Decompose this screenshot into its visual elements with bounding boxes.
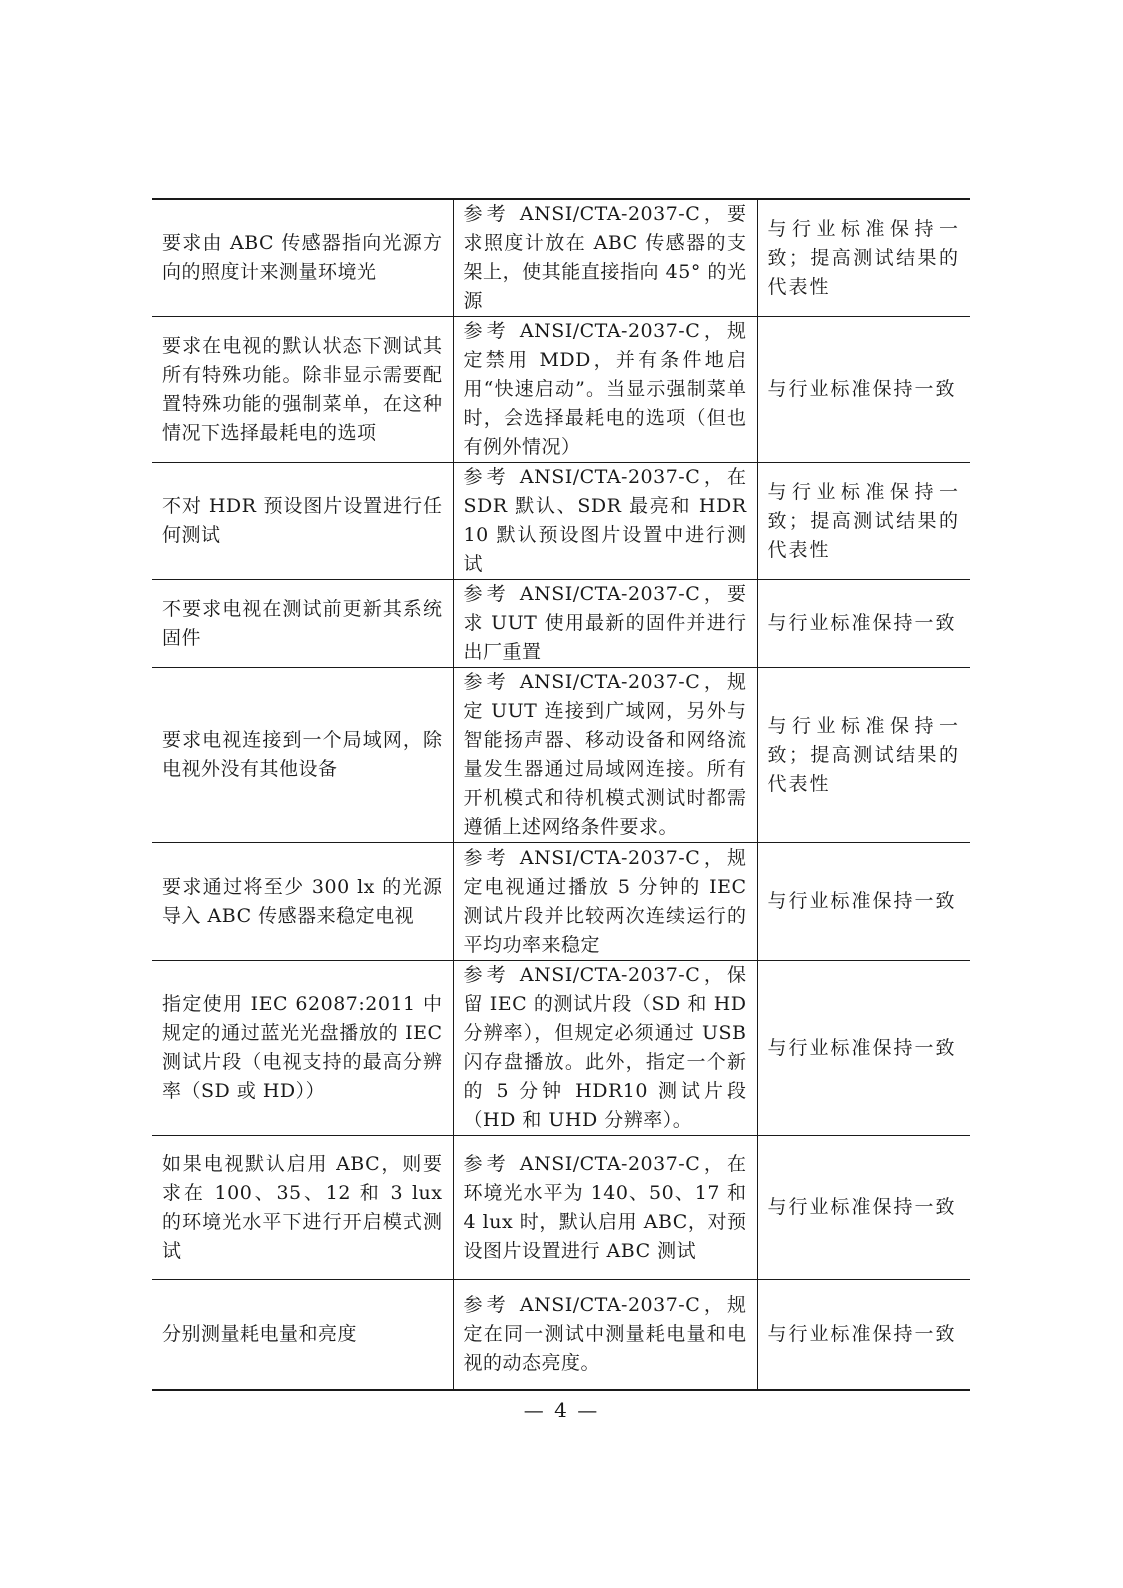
table-row: [152, 843, 970, 961]
row-9-purpose: 与行业标准保持一致: [757, 1280, 970, 1390]
table-row: [152, 668, 970, 843]
row-6-purpose: 与行业标准保持一致: [757, 843, 970, 961]
table-row: [152, 463, 970, 580]
row-3-requirement: 不对 HDR 预设图片设置进行任何测试: [152, 463, 453, 580]
row-3-reference: 参考 ANSI/CTA-2037-C，在 SDR 默认、SDR 最亮和 HDR10 默认预设图片设置中进行测试: [453, 463, 757, 580]
row-2-requirement: 要求在电视的默认状态下测试其所有特殊功能。除非显示需要配置特殊功能的强制菜单，在这种情况下选择最耗电的选项: [152, 317, 453, 463]
row-8-purpose: 与行业标准保持一致: [757, 1136, 970, 1280]
row-4-purpose: 与行业标准保持一致: [757, 580, 970, 668]
row-7-requirement: 指定使用 IEC 62087:2011 中规定的通过蓝光光盘播放的 IEC 测试片段（电视支持的最高分辨率（SD 或 HD））: [152, 961, 453, 1136]
row-7-reference: 参考 ANSI/CTA-2037-C，保留 IEC 的测试片段（SD 和 HD 分辨率），但规定必须通过 USB 闪存盘播放。此外，指定一个新的 5 分钟 HDR10 测试片段（HD 和 UHD 分辨率）。: [453, 961, 757, 1136]
row-7-purpose: 与行业标准保持一致: [757, 961, 970, 1136]
table-row: [152, 1280, 970, 1390]
comparison-table: [152, 198, 970, 1391]
page-number: — 4 —: [523, 1398, 600, 1422]
row-8-requirement: 如果电视默认启用 ABC，则要求在 100、35、12 和 3 lux 的环境光水平下进行开启模式测试: [152, 1136, 453, 1280]
row-5-purpose: 与行业标准保持一致；提高测试结果的代表性: [757, 668, 970, 843]
row-6-requirement: 要求通过将至少 300 lx 的光源导入 ABC 传感器来稳定电视: [152, 843, 453, 961]
row-1-purpose: 与行业标准保持一致；提高测试结果的代表性: [757, 199, 970, 317]
row-2-reference: 参考 ANSI/CTA-2037-C，规定禁用 MDD，并有条件地启用“快速启动”。当显示强制菜单时，会选择最耗电的选项（但也有例外情况）: [453, 317, 757, 463]
row-3-purpose: 与行业标准保持一致；提高测试结果的代表性: [757, 463, 970, 580]
row-8-reference: 参考 ANSI/CTA-2037-C，在环境光水平为 140、50、17 和 4 lux 时，默认启用 ABC，对预设图片设置进行 ABC 测试: [453, 1136, 757, 1280]
table-row: [152, 961, 970, 1136]
row-2-purpose: 与行业标准保持一致: [757, 317, 970, 463]
row-1-requirement: 要求由 ABC 传感器指向光源方向的照度计来测量环境光: [152, 199, 453, 317]
row-4-requirement: 不要求电视在测试前更新其系统固件: [152, 580, 453, 668]
row-1-reference: 参考 ANSI/CTA-2037-C，要求照度计放在 ABC 传感器的支架上，使其能直接指向 45° 的光源: [453, 199, 757, 317]
table-row: [152, 580, 970, 668]
table-row: [152, 317, 970, 463]
row-6-reference: 参考 ANSI/CTA-2037-C，规定电视通过播放 5 分钟的 IEC 测试片段并比较两次连续运行的平均功率来稳定: [453, 843, 757, 961]
row-5-reference: 参考 ANSI/CTA-2037-C，规定 UUT 连接到广域网，另外与智能扬声器、移动设备和网络流量发生器通过局域网连接。所有开机模式和待机模式测试时都需遵循上述网络条件要求。: [453, 668, 757, 843]
row-5-requirement: 要求电视连接到一个局域网，除电视外没有其他设备: [152, 668, 453, 843]
row-9-reference: 参考 ANSI/CTA-2037-C，规定在同一测试中测量耗电量和电视的动态亮度。: [453, 1280, 757, 1390]
row-9-requirement: 分别测量耗电量和亮度: [152, 1280, 453, 1390]
table-row: [152, 199, 970, 317]
row-4-reference: 参考 ANSI/CTA-2037-C，要求 UUT 使用最新的固件并进行出厂重置: [453, 580, 757, 668]
table-row: [152, 1136, 970, 1280]
